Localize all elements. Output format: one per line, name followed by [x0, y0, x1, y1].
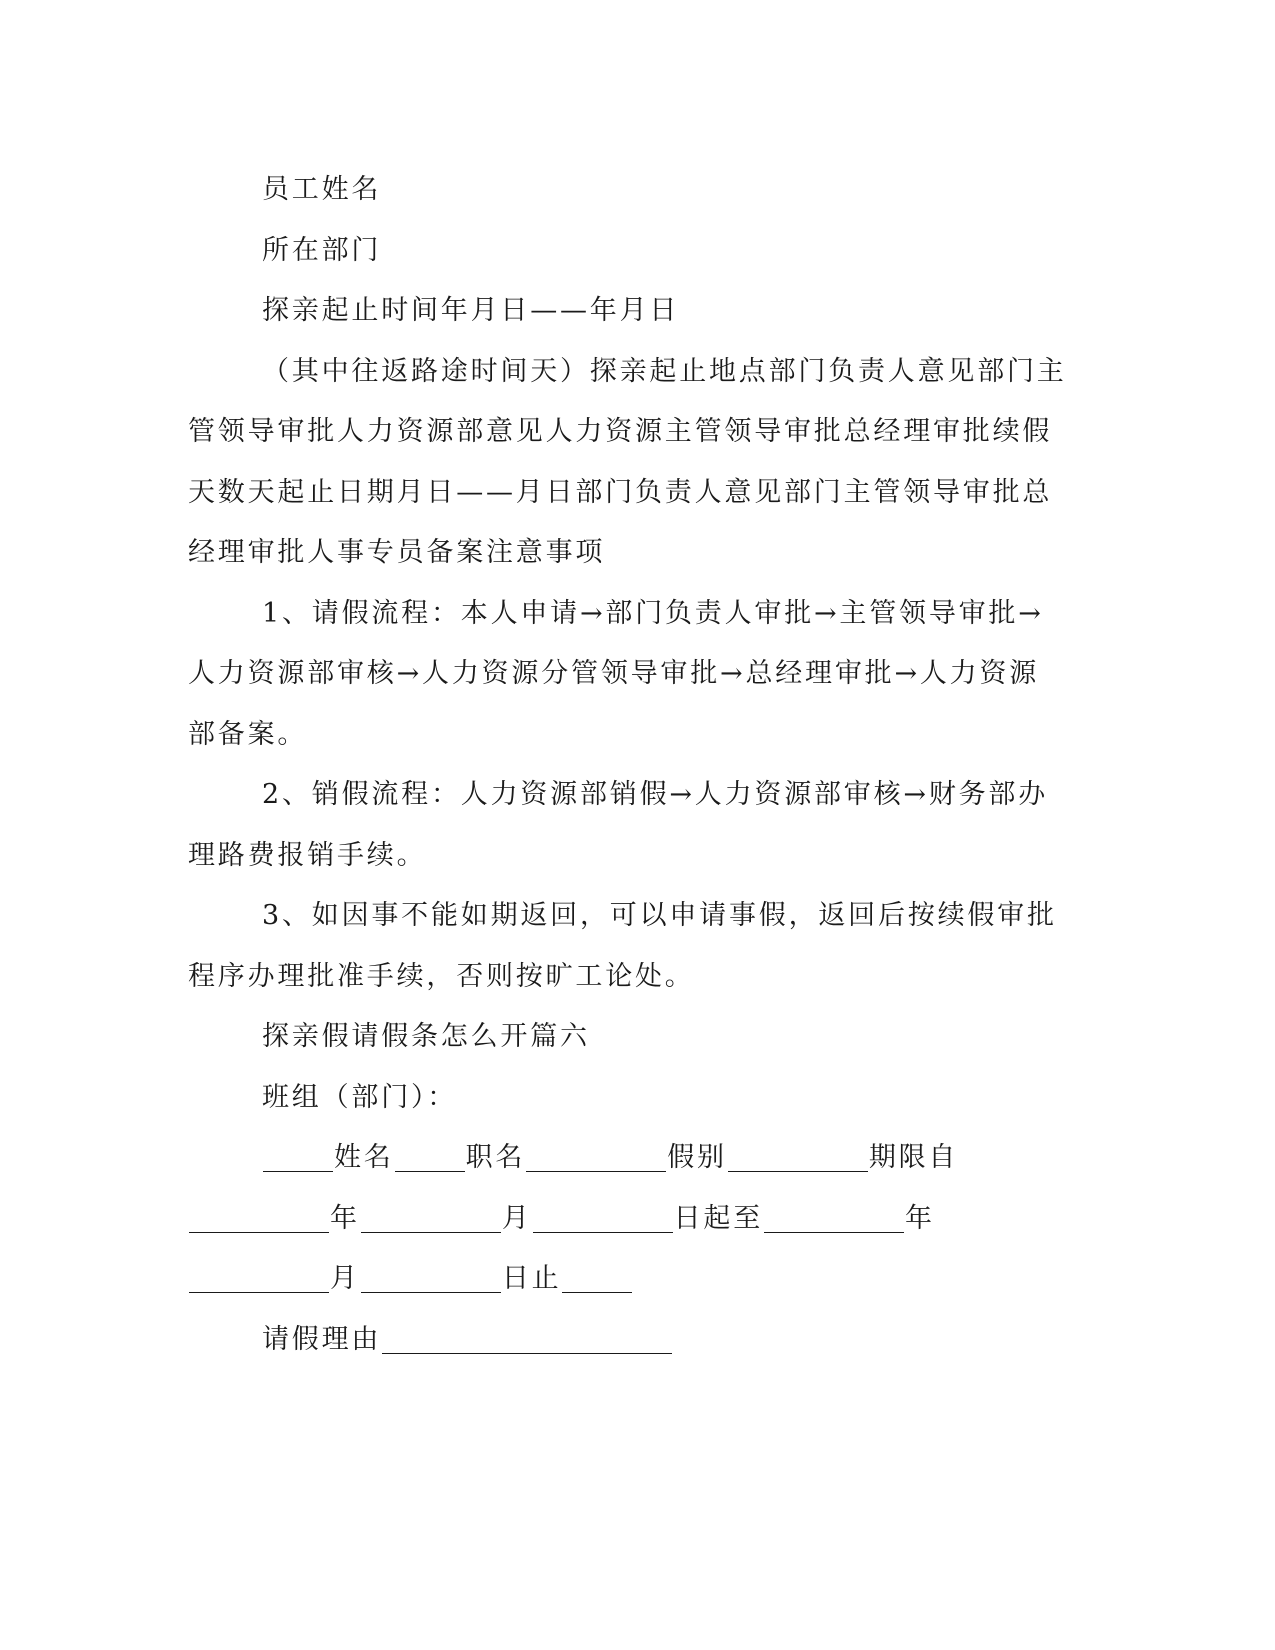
name-label: 姓名: [334, 1142, 394, 1173]
visit-period-line: 探亲起止时间年月日——年月日: [262, 295, 680, 326]
blank-field: [562, 1266, 632, 1293]
employee-name-line: 员工姓名: [262, 174, 382, 205]
period-from-label: 期限自: [868, 1142, 959, 1173]
leave-form-fields: [188, 1128, 1068, 1310]
leave-reason-label: 请假理由: [262, 1323, 382, 1355]
blank-field: [361, 1266, 501, 1293]
year-label-2: 年: [905, 1202, 935, 1234]
cancel-leave-procedure-item: 2、销假流程：人力资源部销假→人力资源部审核→财务部办理路费报销手续。: [188, 779, 1049, 871]
document-body: [188, 160, 1068, 1370]
leave-reason-line: [188, 1310, 1068, 1371]
job-title-label: 职名: [465, 1142, 526, 1173]
day-from-label: 日起至: [673, 1202, 764, 1234]
month-label: 月: [501, 1202, 532, 1234]
month-label-2: 月: [330, 1263, 360, 1294]
team-department-label: 班组（部门）：: [262, 1081, 458, 1113]
blank-field: [189, 1266, 329, 1293]
year-label: 年: [330, 1202, 360, 1234]
blank-field: [382, 1327, 672, 1354]
blank-field: [533, 1206, 673, 1233]
blank-field: [764, 1206, 904, 1233]
blank-field: [526, 1145, 666, 1172]
blank-field: [361, 1206, 501, 1233]
leave-procedure-item: 1、请假流程：本人申请→部门负责人审批→主管领导审批→人力资源部审核→人力资源分管领导审批→总经理审批→人力资源部备案。: [188, 597, 1044, 750]
section-title: 探亲假请假条怎么开篇六: [262, 1021, 590, 1052]
department-line: 所在部门: [262, 234, 382, 266]
blank-field: [395, 1145, 465, 1172]
day-to-label: 日止: [501, 1263, 562, 1294]
delay-return-item: 3、如因事不能如期返回，可以申请事假，返回后按续假审批程序办理批准手续，否则按旷工论处。: [188, 900, 1057, 992]
blank-field: [728, 1145, 868, 1172]
details-paragraph: （其中往返路途时间天）探亲起止地点部门负责人意见部门主管领导审批人力资源部意见人力资源主管领导审批总经理审批续假天数天起止日期月日——月日部门负责人意见部门主管领导审批总经理审批人事专员备案注意事项: [188, 355, 1067, 568]
leave-type-label: 假别: [667, 1142, 727, 1173]
blank-field: [263, 1145, 333, 1172]
blank-field: [189, 1206, 329, 1233]
